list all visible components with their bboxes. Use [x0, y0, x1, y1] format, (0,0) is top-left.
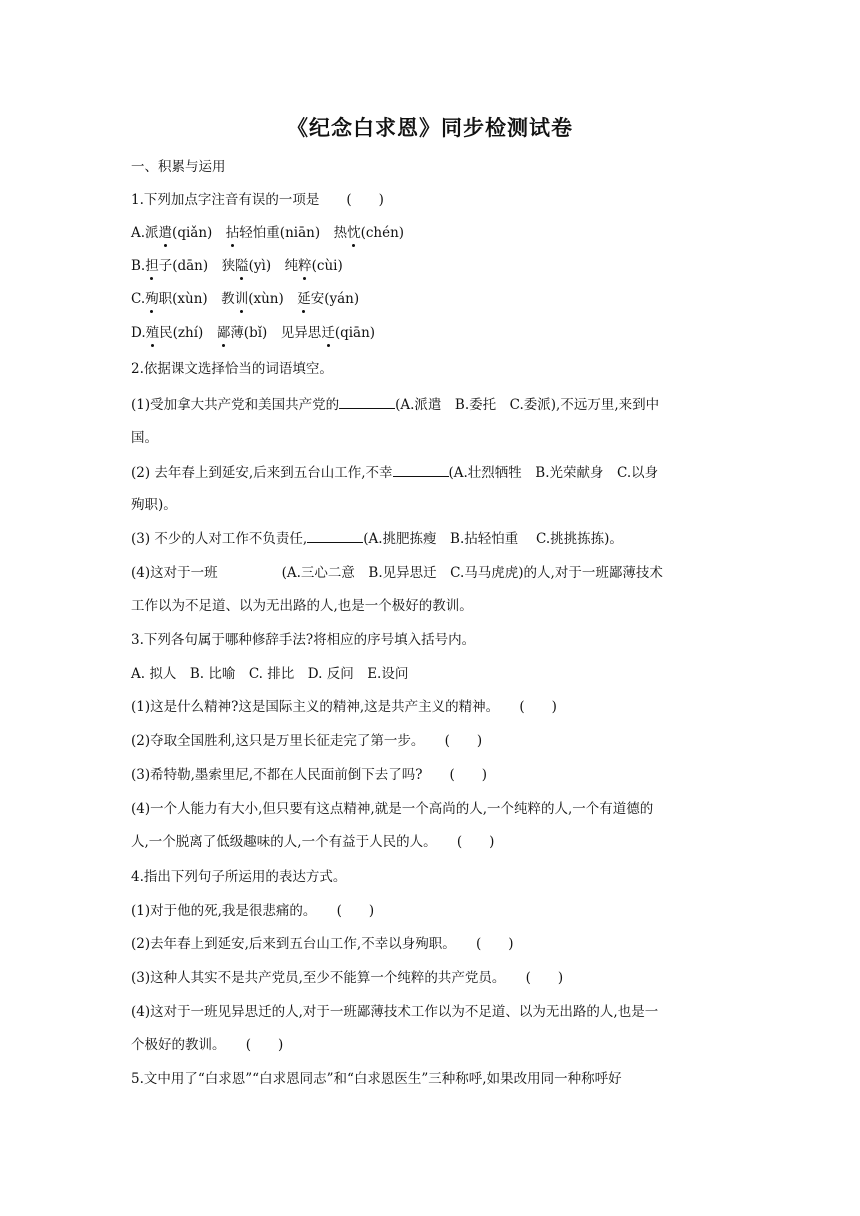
question-4-item-4: (4)这对于一班见异思迁的人,对于一班鄙薄技术工作以为不足道、以为无出路的人,也是一: [131, 1004, 659, 1020]
question-3-item-2: (2)夺取全国胜利,这只是万里长征走完了第一步。 ( ): [131, 733, 483, 749]
question-3-item-1: (1)这是什么精神?这是国际主义的精神,这是共产主义的精神。 ( ): [131, 699, 557, 715]
question-2-item-2-cont: 殉职)。: [131, 497, 177, 513]
question-1-stem: 1.下列加点字注音有误的一项是 ( ): [131, 192, 384, 208]
question-4-item-4-cont: 个极好的教训。 ( ): [131, 1037, 284, 1053]
question-5-stem: 5.文中用了“白求恩”“白求恩同志”和“白求恩医生”三种称呼,如果改用同一种称呼好: [131, 1071, 622, 1087]
fill-blank[interactable]: [339, 394, 395, 409]
page-title: 《纪念白求恩》同步检测试卷: [287, 116, 573, 140]
question-4-item-3: (3)这种人其实不是共产党员,至少不能算一个纯粹的共产党员。 ( ): [131, 970, 564, 986]
question-2-item-1-cont: 国。: [131, 430, 158, 446]
question-1-option-b: B.担子(dān) 狭隘(yì) 纯粹(cùi): [131, 258, 343, 274]
question-3-item-3: (3)希特勒,墨索里尼,不都在人民面前倒下去了吗? ( ): [131, 767, 487, 783]
question-2-item-3: (3) 不少的人对工作不负责任, (A.挑肥拣瘦 B.拈轻怕重 C.挑挑拣拣)。: [131, 528, 731, 549]
question-3-item-4: (4)一个人能力有大小,但只要有这点精神,就是一个高尚的人,一个纯粹的人,一个有道德的: [131, 801, 654, 817]
question-2-item-4-cont: 工作以为不足道、以为无出路的人,也是一个极好的教训。: [131, 598, 473, 614]
question-2-stem: 2.依据课文选择恰当的词语填空。: [131, 361, 333, 377]
fill-blank[interactable]: [307, 528, 363, 543]
question-1-option-d: D.殖民(zhí) 鄙薄(bǐ) 见异思迁(qiān): [131, 325, 376, 341]
section-heading: 一、积累与运用: [131, 159, 226, 175]
question-3-options: A. 拟人 B. 比喻 C. 排比 D. 反问 E.设问: [131, 666, 409, 682]
question-3-stem: 3.下列各句属于哪种修辞手法?将相应的序号填入括号内。: [131, 632, 476, 648]
question-1-option-c: C.殉职(xùn) 教训(xùn) 延安(yán): [131, 291, 360, 307]
question-2-item-2: (2) 去年春上到延安,后来到五台山工作,不幸 (A.壮烈牺牲 B.光荣献身 C.以身: [131, 462, 731, 483]
question-4-item-2: (2)去年春上到延安,后来到五台山工作,不幸以身殉职。 ( ): [131, 936, 514, 952]
question-1-option-a: A.派遣(qiǎn) 拈轻怕重(niān) 热忱(chén): [131, 225, 405, 241]
fill-blank[interactable]: [393, 462, 449, 477]
question-2-item-1: (1)受加拿大共产党和美国共产党的 (A.派遣 B.委托 C.委派),不远万里,来到中: [131, 394, 731, 415]
question-4-stem: 4.指出下列句子所运用的表达方式。: [131, 869, 347, 885]
question-2-item-4: (4)这对于一班 (A.三心二意 B.见异思迁 C.马马虎虎)的人,对于一班鄙薄技术: [131, 565, 663, 581]
question-4-item-1: (1)对于他的死,我是很悲痛的。 ( ): [131, 903, 375, 919]
question-3-item-4-cont: 人,一个脱离了低级趣味的人,一个有益于人民的人。 ( ): [131, 834, 495, 850]
